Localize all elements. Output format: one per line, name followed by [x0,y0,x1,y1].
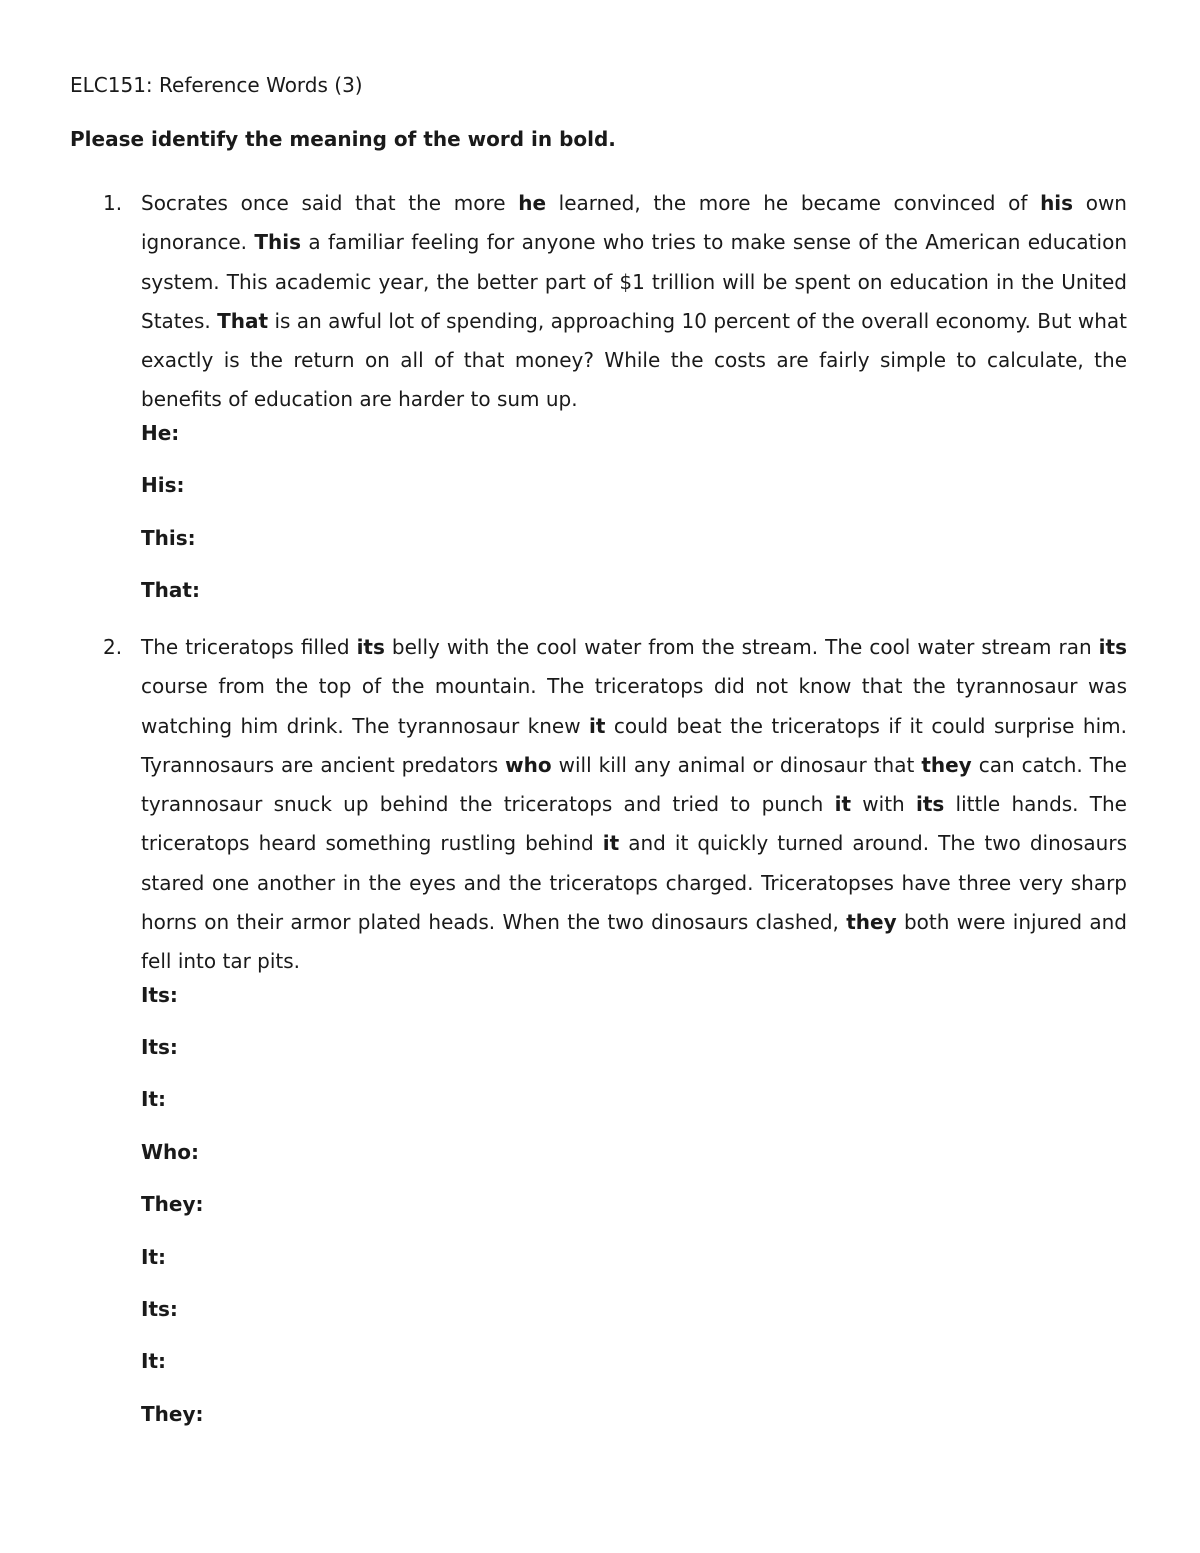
passage-text: could beat the triceratops if it could surprise him. Tyrannosaurs are ancient predators [141,713,1127,777]
passage-text: own ignorance. [141,191,1127,255]
question-number: 1. [103,191,123,215]
answer-label: Its: [141,1297,178,1322]
passage-text: will kill any animal or dinosaur that [551,752,922,777]
passage-text: Socrates once said that the more [141,191,519,215]
question-passage [141,184,1127,420]
answer-label: It: [141,1244,166,1269]
passage-text: is an awful lot of spending, approaching 10 percent of the overall economy. But what exactly is the return on all of that money? While the costs are fairly simple to calculate, the benefits of education are harder to sum up. [141,308,1127,412]
answer-label: His: [141,473,185,498]
bold-reference-word: its [356,635,385,659]
answer-label: He: [141,420,180,445]
answer-label: They: [141,1401,204,1426]
bold-reference-word: it [602,831,620,856]
passage-text: belly with the cool water from the stream. The cool water stream ran [384,635,1099,659]
passage-text: and it quickly turned around. The two dinosaurs stared one another in the eyes and the triceratops charged. Triceratopses have three very sharp horns on their armor plated heads. When the two dinosaurs clashed, [141,831,1127,935]
bold-reference-word: it [834,792,852,817]
passage-text: little hands. The triceratops heard something rustling behind [141,792,1127,856]
answer-label: Who: [141,1139,200,1164]
question-2 [103,628,1127,1453]
bold-reference-word: it [589,713,606,738]
answer-label: Its: [141,982,178,1007]
instruction-text: Please identify the meaning of the word in bold. [70,127,616,151]
passage-text: The triceratops filled [141,635,357,659]
answer-label: It: [141,1087,166,1112]
answer-list [141,420,1127,630]
answer-label: Its: [141,1035,178,1060]
passage-text: course from the top of the mountain. The triceratops did not know that the tyrannosaur was watching him drink. The tyrannosaur knew [141,674,1127,738]
bold-reference-word: they [921,752,972,777]
question-passage [141,628,1127,982]
question-number: 2. [103,635,123,659]
bold-reference-word: This [254,230,301,255]
bold-reference-word: he [518,191,547,215]
document-title: ELC151: Reference Words (3) [70,73,363,97]
bold-reference-word: That [217,308,269,333]
bold-reference-word: who [505,752,552,777]
bold-reference-word: they [846,910,897,935]
answer-label: This: [141,525,196,550]
answer-label: They: [141,1192,204,1217]
question-1 [103,184,1127,629]
bold-reference-word: its [915,792,945,817]
bold-reference-word: his [1040,191,1074,215]
passage-text: both were injured and fell into tar pits. [141,910,1127,974]
passage-text: can catch. The tyrannosaur snuck up behind the triceratops and tried to punch [141,752,1127,817]
bold-reference-word: its [1098,635,1127,659]
answer-list [141,982,1127,1454]
passage-text: learned, the more he became convinced of [546,191,1041,215]
passage-text: with [851,792,916,817]
answer-label: It: [141,1349,166,1374]
answer-label: That: [141,577,200,602]
passage-text: a familiar feeling for anyone who tries to make sense of the American education system. This academic year, the better part of $1 trillion will be spent on education in the United States. [141,230,1127,333]
